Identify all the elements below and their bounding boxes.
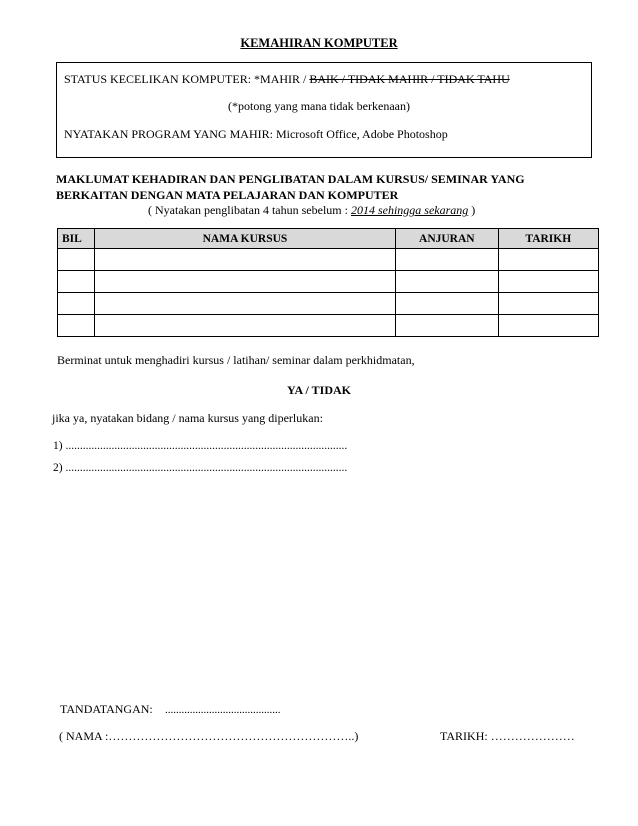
computer-literacy-status xyxy=(64,72,510,87)
strike-note: (*potong yang mana tidak berkenaan) xyxy=(228,99,410,113)
table-cell[interactable] xyxy=(396,315,498,337)
course-answer-line-2[interactable]: 2) .................................................................................................. xyxy=(53,462,348,474)
table-cell[interactable] xyxy=(396,249,498,271)
table-cell[interactable] xyxy=(94,249,395,271)
yes-no-choice[interactable]: YA / TIDAK xyxy=(286,383,352,397)
table-cell[interactable] xyxy=(94,271,395,293)
table-cell[interactable] xyxy=(58,315,95,337)
table-row xyxy=(58,293,599,315)
table-cell[interactable] xyxy=(498,249,598,271)
section-subheading xyxy=(148,203,475,218)
sub-prefix: ( Nyatakan penglibatan 4 tahun sebelum : xyxy=(148,203,351,217)
table-cell[interactable] xyxy=(498,315,598,337)
table-cell[interactable] xyxy=(58,249,95,271)
sub-suffix: ) xyxy=(468,203,476,217)
header-bil: BIL xyxy=(58,229,95,249)
interest-question: Berminat untuk menghadiri kursus / latihan/ seminar dalam perkhidmatan, xyxy=(57,353,415,367)
table-cell[interactable] xyxy=(498,271,598,293)
name-line[interactable]: ( NAMA :……………………………………………………..) xyxy=(59,729,359,743)
status-struck-options: BAIK / TIDAK MAHIR / TIDAK TAHU xyxy=(309,72,510,86)
table-cell[interactable] xyxy=(396,271,498,293)
table-cell[interactable] xyxy=(94,293,395,315)
signature-line[interactable]: .......................................... xyxy=(165,704,281,716)
signature-label: TANDATANGAN: xyxy=(60,702,153,716)
table-row xyxy=(58,271,599,293)
table-cell[interactable] xyxy=(58,271,95,293)
course-table xyxy=(57,228,599,337)
form-title: KEMAHIRAN KOMPUTER xyxy=(240,36,398,50)
table-cell[interactable] xyxy=(396,293,498,315)
status-prefix: STATUS KECELIKAN KOMPUTER: *MAHIR / xyxy=(64,72,310,86)
section-heading-line1: MAKLUMAT KEHADIRAN DAN PENGLIBATAN DALAM KURSUS/ SEMINAR YANG xyxy=(56,172,525,186)
table-header-row xyxy=(58,229,599,249)
section-heading-line2: BERKAITAN DENGAN MATA PELAJARAN DAN KOMPUTER xyxy=(56,188,399,202)
header-nama-kursus: NAMA KURSUS xyxy=(94,229,395,249)
sub-period: 2014 sehingga sekarang xyxy=(350,203,469,217)
skilled-programs: NYATAKAN PROGRAM YANG MAHIR: Microsoft Office, Adobe Photoshop xyxy=(64,127,448,141)
table-cell[interactable] xyxy=(94,315,395,337)
section-heading xyxy=(56,171,525,203)
table-cell[interactable] xyxy=(58,293,95,315)
course-field-prompt: jika ya, nyatakan bidang / nama kursus yang diperlukan: xyxy=(52,411,323,425)
table-row xyxy=(58,249,599,271)
table-row xyxy=(58,315,599,337)
course-answer-line-1[interactable]: 1) .................................................................................................. xyxy=(53,440,348,452)
header-anjuran: ANJURAN xyxy=(396,229,498,249)
date-line[interactable]: TARIKH: ………………… xyxy=(440,729,575,743)
header-tarikh: TARIKH xyxy=(498,229,598,249)
table-cell[interactable] xyxy=(498,293,598,315)
